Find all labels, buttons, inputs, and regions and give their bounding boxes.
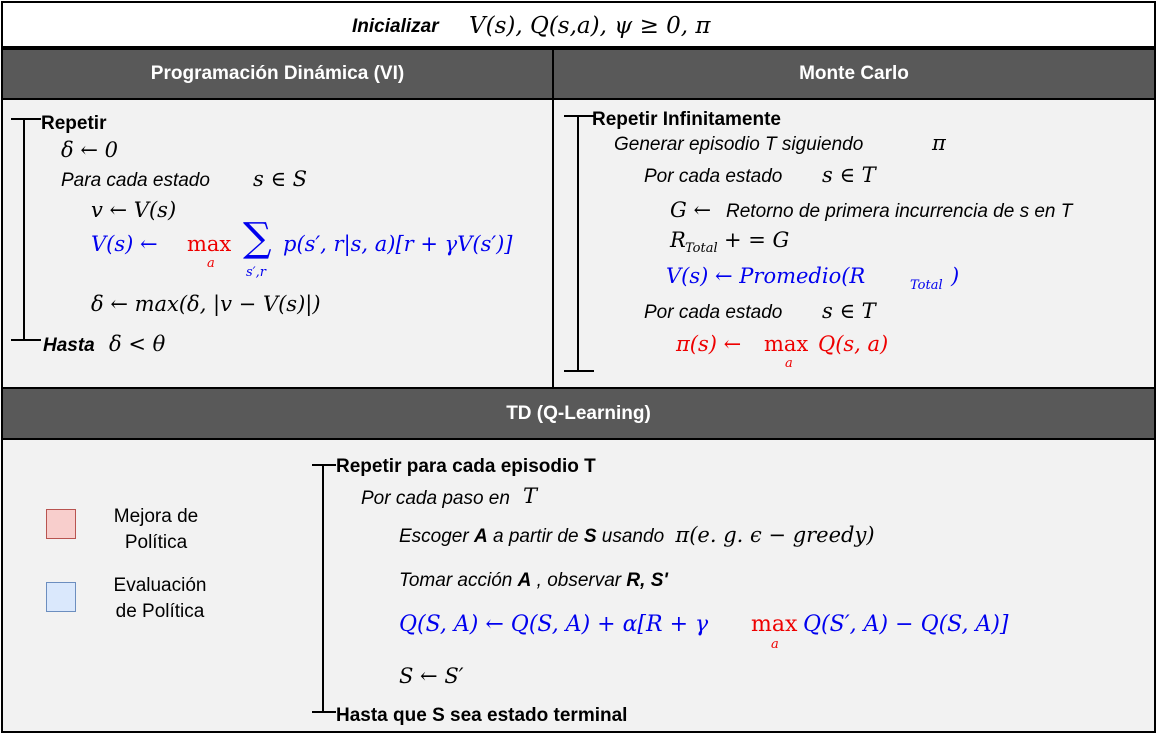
- td-for-step: Por cada paso en: [361, 488, 510, 509]
- legend-improvement-line1: Mejora de: [113, 506, 199, 527]
- td-q-lhs: Q(S, A) ← Q(S, A) + α[R + γ: [399, 612, 709, 637]
- td-choose-3: usando: [601, 526, 665, 547]
- init-label: Inicializar: [352, 16, 439, 37]
- mc-for-each-1-math: s ∈ T: [822, 163, 876, 187]
- td-q-max-sub: a: [771, 637, 779, 652]
- mc-for-each-1: Por cada estado: [644, 166, 783, 187]
- td-take-1: Tomar acción: [399, 570, 513, 591]
- td-panel: [1, 438, 1156, 733]
- td-s-update: S ← S′: [399, 664, 464, 688]
- vi-for-each: Para cada estado: [61, 170, 210, 191]
- vi-for-each-math: s ∈ S: [253, 167, 308, 191]
- mc-loop-bar: [577, 115, 579, 372]
- mc-r-total-base: R: [670, 228, 686, 252]
- vi-delta-init: δ ← 0: [61, 138, 118, 162]
- legend-evaluation-label: [95, 573, 225, 624]
- td-loop-bar: [322, 464, 324, 713]
- td-header: [1, 387, 1156, 440]
- vi-loop-bottom: [11, 339, 41, 341]
- td-loop-bottom: [312, 711, 336, 713]
- mc-repeat: Repetir Infinitamente: [592, 109, 781, 130]
- td-loop-top: [312, 464, 336, 466]
- mc-pi-max-sub: a: [785, 356, 793, 371]
- mc-header: [552, 48, 1156, 100]
- mc-v-update-sub: Total: [910, 278, 943, 293]
- vi-repeat: Repetir: [41, 113, 107, 134]
- mc-pi-lhs: π(s) ←: [676, 332, 742, 356]
- td-until: Hasta que S sea estado terminal: [336, 705, 628, 726]
- vi-loop-bar: [23, 118, 25, 340]
- td-q-max: max: [751, 612, 798, 637]
- mc-gen-episode-pi: π: [932, 131, 946, 155]
- legend-evaluation-line2: de Política: [115, 600, 205, 622]
- vi-bellman-max: max: [187, 232, 232, 256]
- vi-bellman-max-sub: a: [207, 256, 215, 271]
- td-header-title: TD (Q-Learning): [506, 402, 651, 424]
- mc-gen-episode: Generar episodio T siguiendo: [614, 134, 864, 155]
- vi-until: Hasta: [43, 335, 95, 356]
- mc-g-text: Retorno de primera incurrencia de s en T: [726, 201, 1073, 222]
- legend-improvement-line2: Política: [124, 531, 188, 553]
- mc-panel: [552, 98, 1156, 389]
- vi-until-cond: δ < θ: [109, 332, 166, 356]
- mc-v-update-close: ): [951, 264, 960, 288]
- vi-header: [1, 48, 554, 100]
- td-choose-1: Escoger: [399, 526, 469, 547]
- mc-r-total-sub: Total: [685, 241, 718, 256]
- init-formula: V(s), Q(s,a), ψ ≥ 0, π: [469, 13, 711, 39]
- vi-loop-top: [11, 118, 41, 120]
- mc-for-each-2: Por cada estado: [644, 302, 783, 323]
- init-bar: [1, 1, 1156, 48]
- td-choose-A: A: [473, 526, 488, 547]
- vi-delta-update: δ ← max(δ, |v − V(s)|): [91, 292, 321, 316]
- td-choose-2: a partir de: [493, 526, 579, 547]
- legend-evaluation-line1: Evaluación: [113, 575, 207, 596]
- td-repeat: Repetir para cada episodio T: [336, 456, 596, 477]
- td-choose-math: π(e. g. ϵ − greedy): [675, 523, 875, 547]
- vi-bellman-sum-sub: s′,r: [246, 265, 266, 280]
- mc-r-total-rest: + = G: [724, 228, 790, 252]
- mc-header-title: Monte Carlo: [799, 63, 909, 84]
- td-take-A: A: [517, 570, 532, 591]
- mc-loop-bottom: [564, 370, 594, 372]
- mc-v-update-lhs: V(s) ← Promedio(R: [666, 264, 866, 288]
- vi-header-title: Programación Dinámica (VI): [150, 63, 405, 84]
- td-choose-line: [399, 525, 875, 546]
- mc-pi-max: max: [764, 332, 809, 356]
- td-take-RS: R, S': [626, 570, 668, 591]
- legend-improvement-label: [91, 504, 221, 555]
- mc-for-each-2-math: s ∈ T: [822, 299, 876, 323]
- mc-g-lhs: G ←: [670, 198, 712, 222]
- vi-bellman-sum: ∑: [243, 215, 272, 261]
- td-take-line: [399, 571, 668, 590]
- mc-pi-rhs: Q(s, a): [818, 332, 889, 356]
- legend-improvement-swatch: [46, 509, 76, 539]
- legend-evaluation-swatch: [46, 582, 76, 612]
- vi-v-assign: v ← V(s): [91, 198, 177, 222]
- td-choose-S: S: [583, 526, 597, 547]
- td-q-rhs: Q(S′, A) − Q(S, A)]: [803, 612, 1009, 637]
- vi-panel: [1, 98, 554, 389]
- td-for-step-math: T: [523, 484, 538, 508]
- vi-bellman-rhs: p(s′, r|s, a)[r + γV(s′)]: [283, 232, 513, 256]
- mc-loop-top: [564, 115, 594, 117]
- td-take-2: , observar: [536, 570, 622, 591]
- vi-bellman-lhs: V(s) ←: [91, 232, 158, 256]
